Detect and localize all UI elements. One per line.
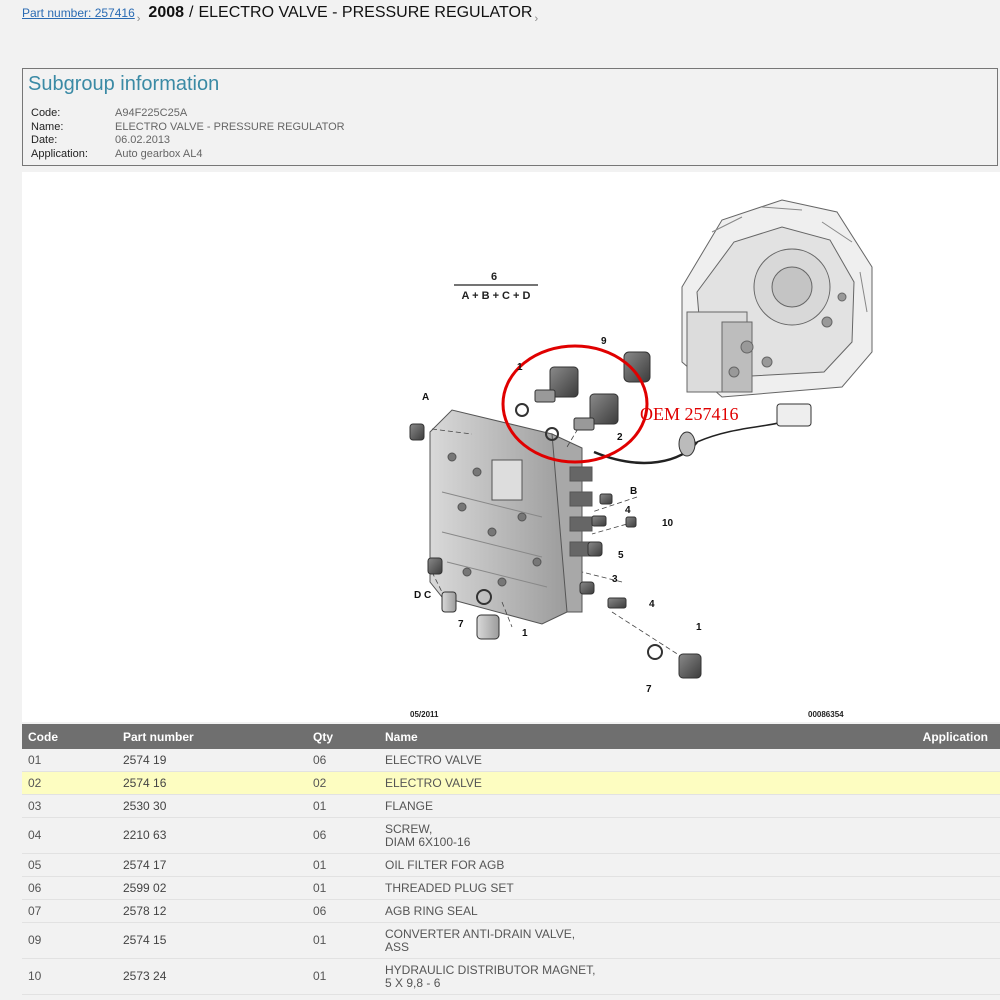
callout-label: B	[630, 486, 638, 497]
diagram-reference-label: 00086354	[808, 710, 844, 719]
cell-application	[869, 923, 1000, 959]
callout-label: 5	[618, 550, 624, 561]
gearbox-housing-illustration	[682, 200, 872, 397]
info-label: Name:	[31, 120, 64, 133]
model-label: 2008	[148, 4, 185, 21]
table-row[interactable]	[22, 923, 1000, 959]
name-line-2: 5 X 9,8 - 6	[385, 975, 441, 990]
cell-application	[869, 749, 1000, 772]
oem-note: OEM 257416	[640, 404, 739, 424]
callout-label: 7	[646, 684, 652, 695]
subgroup-details	[31, 107, 345, 161]
diagram-header-formula: A + B + C + D	[461, 290, 531, 302]
cell-code: 01	[28, 752, 42, 767]
cell-name	[379, 749, 869, 772]
column-header-name[interactable]: Name	[379, 724, 869, 749]
cell-application	[869, 818, 1000, 854]
diagram-header-number: 6	[490, 271, 498, 283]
cell-qty: 02	[307, 772, 379, 795]
cell-code: 04	[28, 828, 42, 842]
parts-table	[22, 724, 1000, 995]
name-line: FLANGE	[385, 798, 434, 813]
page-title: ELECTRO VALVE - PRESSURE REGULATOR	[198, 4, 533, 21]
callout-label: A	[422, 392, 430, 403]
callout-label: 1	[517, 362, 523, 373]
cell-qty: 06	[313, 828, 327, 842]
column-header-application[interactable]: Application	[869, 724, 1000, 749]
info-row-code	[31, 107, 345, 121]
name-line: OIL FILTER FOR AGB	[385, 857, 505, 872]
column-header-part-number[interactable]: Part number	[117, 724, 307, 749]
table-row-highlighted[interactable]	[22, 772, 1000, 795]
info-value: A94F225C25A	[115, 107, 188, 119]
table-row[interactable]	[22, 749, 1000, 772]
table-row[interactable]	[22, 854, 1000, 877]
cell-name	[379, 959, 869, 995]
column-header-qty[interactable]: Qty	[307, 724, 379, 749]
cell-code: 07	[28, 903, 42, 918]
cell-part-number: 2574 19	[123, 752, 167, 767]
cell-application	[869, 772, 1000, 795]
cell-code: 09	[28, 933, 42, 947]
cell-name	[379, 900, 869, 923]
cell-name	[379, 877, 869, 900]
callout-label: C	[424, 590, 432, 601]
diagram-svg	[22, 172, 1000, 722]
callout-label: 1	[522, 628, 528, 639]
callout-label: 3	[612, 574, 618, 585]
name-line: ELECTRO VALVE	[385, 752, 482, 767]
info-value: ELECTRO VALVE - PRESSURE REGULATOR	[115, 120, 345, 133]
breadcrumb-separator-icon: ›	[534, 13, 539, 25]
name-line: ELECTRO VALVE	[385, 775, 482, 790]
cell-code: 10	[28, 969, 42, 983]
info-value: 06.02.2013	[115, 134, 171, 146]
cell-part-number: 2578 12	[123, 903, 167, 918]
cell-code: 05	[28, 857, 42, 872]
cell-qty: 01	[313, 798, 327, 813]
cell-application	[869, 795, 1000, 818]
column-header-code[interactable]: Code	[22, 724, 117, 749]
breadcrumb-slash: /	[189, 4, 194, 21]
diagram-date-label: 05/2011	[410, 710, 439, 719]
callout-label: 2	[617, 432, 623, 443]
cell-qty: 01	[313, 933, 327, 947]
info-row-name	[31, 121, 345, 135]
cell-application	[869, 900, 1000, 923]
callout-label: 1	[696, 622, 702, 633]
info-label: Date:	[31, 134, 58, 146]
cell-qty: 01	[313, 857, 327, 872]
callout-label: D	[414, 590, 422, 601]
cell-application	[869, 854, 1000, 877]
cell-qty: 01	[313, 969, 327, 983]
table-row[interactable]	[22, 877, 1000, 900]
table-row[interactable]	[22, 818, 1000, 854]
table-row[interactable]	[22, 959, 1000, 995]
table-row[interactable]	[22, 795, 1000, 818]
cell-code: 03	[28, 798, 42, 813]
cell-application	[869, 877, 1000, 900]
cell-qty: 06	[313, 752, 327, 767]
cell-part-number: 2210 63	[123, 828, 167, 842]
name-line: SCREW,	[385, 821, 433, 836]
cell-part-number: 2574 16	[117, 772, 307, 795]
info-row-application	[31, 148, 345, 162]
cell-name	[379, 772, 869, 795]
cell-name	[379, 854, 869, 877]
cell-code: 06	[28, 880, 42, 895]
cell-application	[869, 959, 1000, 995]
part-number-link[interactable]: Part number: 257416	[22, 6, 135, 20]
cell-part-number: 2599 02	[123, 880, 167, 895]
name-line: HYDRAULIC DISTRIBUTOR MAGNET,	[385, 962, 596, 977]
callout-label: 7	[458, 619, 464, 630]
name-line-2: ASS	[385, 939, 410, 954]
cell-code: 02	[22, 772, 117, 795]
cell-qty: 01	[313, 880, 327, 895]
table-row[interactable]	[22, 900, 1000, 923]
cell-name	[379, 818, 869, 854]
cell-part-number: 2574 15	[123, 933, 167, 947]
info-row-date	[31, 134, 345, 148]
name-line: AGB RING SEAL	[385, 903, 478, 918]
info-value: Auto gearbox AL4	[115, 147, 203, 160]
info-label: Application:	[31, 147, 88, 160]
breadcrumb-separator-icon: ›	[136, 13, 141, 25]
callout-label: 9	[601, 336, 607, 347]
cell-name	[379, 795, 869, 818]
info-label: Code:	[31, 107, 61, 119]
callout-label: 4	[649, 599, 655, 610]
cell-part-number: 2530 30	[123, 798, 167, 813]
name-line: THREADED PLUG SET	[385, 880, 514, 895]
subgroup-info-panel	[22, 68, 998, 166]
cell-name	[379, 923, 869, 959]
subgroup-heading: Subgroup information	[28, 73, 220, 95]
name-line-2: DIAM 6X100-16	[385, 834, 471, 849]
callout-label: 4	[625, 505, 631, 516]
exploded-diagram[interactable]	[22, 172, 1000, 722]
cell-part-number: 2573 24	[123, 969, 167, 983]
breadcrumb	[22, 4, 538, 30]
table-header-row	[22, 724, 1000, 749]
cell-qty: 06	[313, 903, 327, 918]
cell-part-number: 2574 17	[123, 857, 167, 872]
name-line: CONVERTER ANTI-DRAIN VALVE,	[385, 926, 576, 941]
callout-label: 10	[662, 518, 674, 529]
